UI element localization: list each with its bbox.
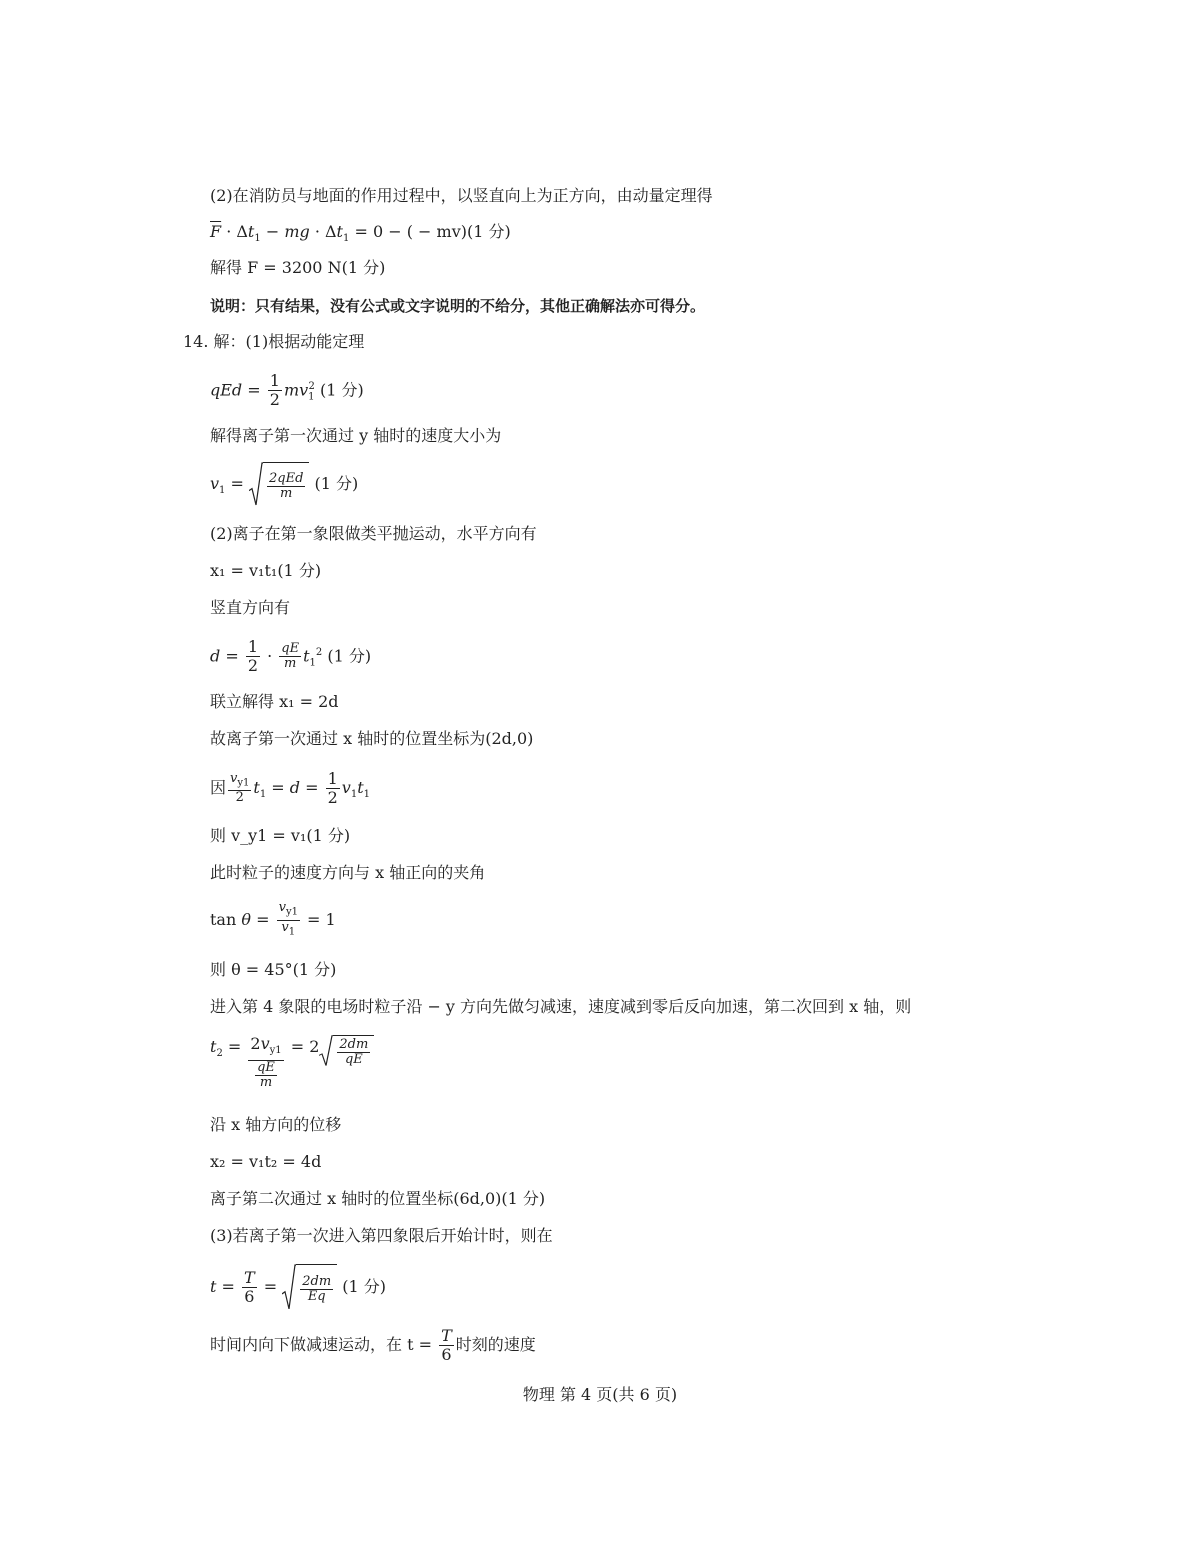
- v1-equation: $v_1$ = $\frac{\text{2qEd}}{m}$ (1 分): [210, 462, 358, 512]
- d-equation: d = $\frac{1}{2}$ · $\frac{qE}{m}$ $t_1^2$ (1 分): [210, 637, 372, 676]
- grading-note: 说明：只有结果，没有公式或文字说明的不给分，其他正确解法亦可得分。: [210, 297, 706, 315]
- vertical-direction-label: 竖直方向有: [210, 598, 291, 617]
- part2b-intro: (2)离子在第一象限做类平抛运动，水平方向有: [210, 524, 537, 543]
- t2-equation: $t_2$ = $\frac{2v_{y1}}{\frac{qE}{m}}$ = 2 $\frac{2dm}{qE}$: [210, 1035, 374, 1090]
- energy-equation: qEd = $\frac{1}{2}$ $mv_1^2$ (1 分): [210, 371, 364, 410]
- sqrt-2qEd-over-m: $\frac{\text{2qEd}}{m}$: [249, 462, 309, 507]
- t-equation: t = $\frac{T}{6}$ = $\frac{2dm}{Eq}$ (1 分): [210, 1264, 386, 1311]
- vy1-result: 则 v_y1 = v₁(1 分): [210, 826, 351, 845]
- x2-equation: x₂ = v₁t₂ = 4d: [210, 1152, 322, 1171]
- x1-solution: 联立解得 x₁ = 2d: [210, 692, 339, 711]
- t-equation-mark: (1 分): [342, 1277, 387, 1296]
- page-footer: 物理 第 4 页(共 6 页): [522, 1385, 678, 1404]
- second-crossing-position: 离子第二次通过 x 轴时的位置坐标(6d,0)(1 分): [210, 1189, 546, 1208]
- first-crossing-position: 故离子第一次通过 x 轴时的位置坐标为(2d,0): [210, 729, 534, 748]
- quadrant-4-description: 进入第 4 象限的电场时粒子沿 − y 方向先做匀减速，速度减到零后反向加速，第二次回到 x 轴，则: [210, 997, 912, 1016]
- because-equation: 因 $\frac{v_{y1}}{2}$ $t_1 = d$ = $\frac{1}{2}$ $v_1t_1$: [210, 769, 371, 807]
- fraction-half: $\frac{1}{2}$: [269, 371, 280, 410]
- question-14-heading: 14. 解：(1)根据动能定理: [183, 332, 365, 351]
- theta-result: 则 θ = 45°(1 分): [210, 960, 337, 979]
- force-result: 解得 F = 3200 N(1 分): [210, 258, 386, 277]
- part3-intro: (3)若离子第一次进入第四象限后开始计时，则在: [210, 1226, 553, 1245]
- displacement-label: 沿 x 轴方向的位移: [210, 1115, 342, 1134]
- d-equation-mark: (1 分): [327, 646, 372, 666]
- v1-description: 解得离子第一次通过 y 轴时的速度大小为: [210, 426, 502, 445]
- tan-equation: tan θ = $\frac{v_{y1}}{v_1}$ = 1: [210, 900, 336, 938]
- part2-intro: (2)在消防员与地面的作用过程中，以竖直向上为正方向，由动量定理得: [210, 186, 713, 205]
- v1-equation-mark: (1 分): [314, 474, 359, 493]
- last-line: 时间内向下做减速运动，在 t = $\frac{T}{6}$ 时刻的速度: [210, 1326, 536, 1364]
- momentum-equation: $\overline{F} \cdot \Delta t_1$ − mg · $\Delta t_1 = 0$ − ( − mv)(1 分): [210, 222, 511, 245]
- energy-equation-mark: (1 分): [320, 380, 364, 400]
- angle-description: 此时粒子的速度方向与 x 轴正向的夹角: [210, 863, 486, 882]
- momentum-equation-tail: = 0 − ( − mv)(1 分): [354, 222, 511, 241]
- x1-equation: x₁ = v₁t₁(1 分): [210, 561, 322, 580]
